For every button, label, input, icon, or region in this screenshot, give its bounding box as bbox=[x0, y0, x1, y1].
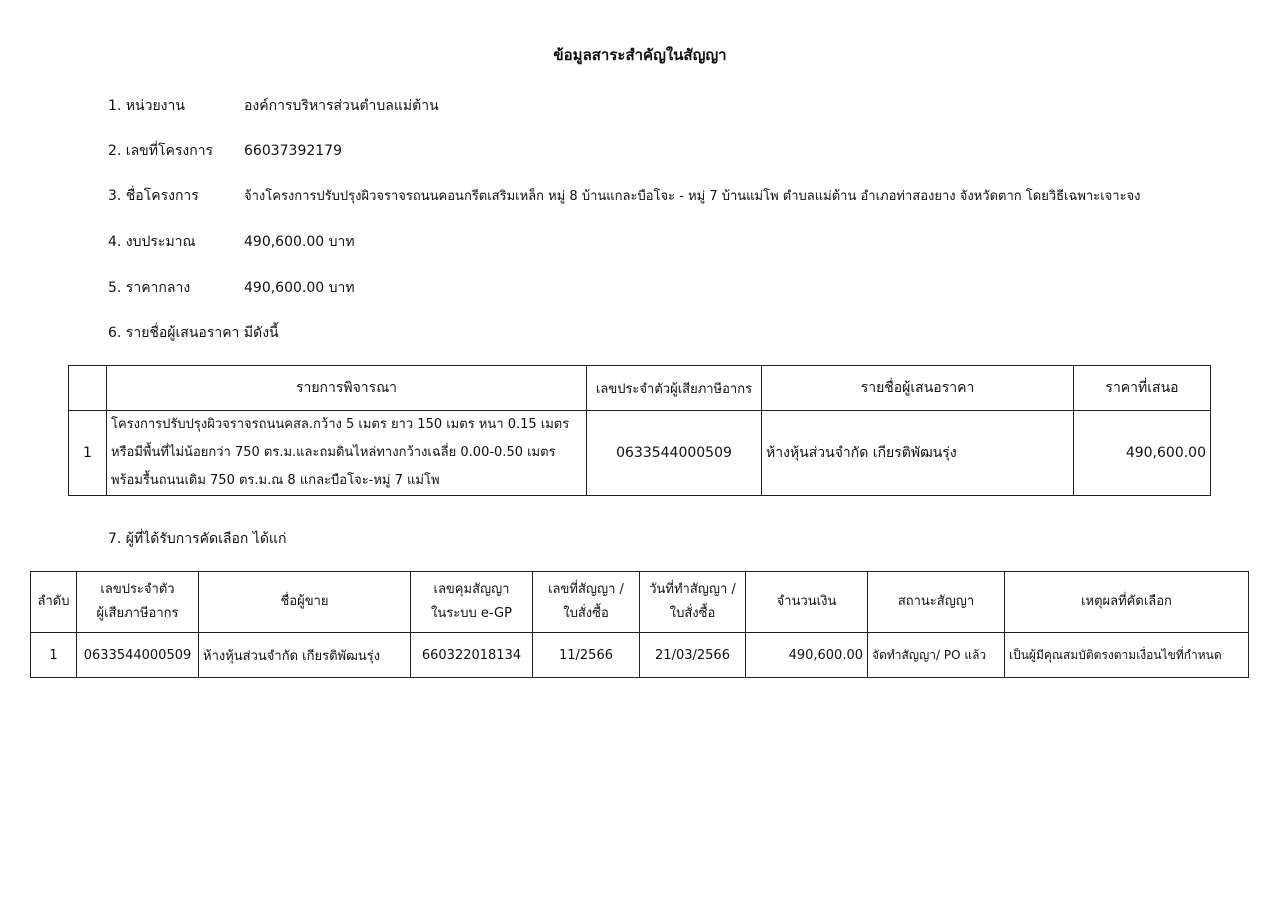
bidder-name: ห้างหุ้นส่วนจำกัด เกียรติพัฒนรุ่ง bbox=[762, 411, 1074, 496]
field-median-price-value: 490,600.00 บาท bbox=[244, 280, 355, 296]
field-agency-value: องค์การบริหารส่วนตำบลแม่ต้าน bbox=[244, 98, 439, 114]
field-project-number-value: 66037392179 bbox=[244, 143, 342, 159]
bidders-table bbox=[68, 365, 1211, 496]
winners-header-contract-date bbox=[640, 572, 746, 633]
winner-tax-id: 0633544000509 bbox=[77, 633, 199, 678]
bidder-price: 490,600.00 bbox=[1074, 411, 1211, 496]
winner-contract-date: 21/03/2566 bbox=[640, 633, 746, 678]
bidders-header-item: รายการพิจารณา bbox=[107, 366, 587, 411]
field-agency-label: 1. หน่วยงาน bbox=[108, 98, 185, 114]
winner-no: 1 bbox=[31, 633, 77, 678]
bidders-header-price: ราคาที่เสนอ bbox=[1074, 366, 1211, 411]
bidders-header-bidder: รายชื่อผู้เสนอราคา bbox=[762, 366, 1074, 411]
winners-header-tax-id-line1: เลขประจำตัว bbox=[100, 582, 175, 597]
field-project-name-value: จ้างโครงการปรับปรุงผิวจราจรถนนคอนกรีตเสริมเหล็ก หมู่ 8 บ้านแกละบือโจะ - หมู่ 7 บ้านแม่โพ ตำบลแม่ต้าน อำเภอท่าสองยาง จังหวัดตาก โดยวิธีเฉพาะเจาะจง bbox=[244, 189, 1141, 204]
winner-contract-no: 11/2566 bbox=[533, 633, 640, 678]
winner-seller: ห้างหุ้นส่วนจำกัด เกียรติพัฒนรุ่ง bbox=[199, 633, 411, 678]
bidders-header-no bbox=[69, 366, 107, 411]
bidder-item bbox=[107, 411, 587, 496]
winners-header-reason bbox=[1005, 572, 1249, 633]
bidders-heading: 6. รายชื่อผู้เสนอราคา มีดังนี้ bbox=[108, 325, 279, 341]
table-row bbox=[31, 633, 1249, 678]
winner-amount: 490,600.00 bbox=[746, 633, 868, 678]
field-budget bbox=[108, 231, 355, 253]
winners-header-reason-label: เหตุผลที่คัดเลือก bbox=[1081, 594, 1172, 609]
table-row bbox=[69, 411, 1211, 496]
winners-header-tax-id-line2: ผู้เสียภาษีอากร bbox=[96, 606, 179, 621]
winner-status: จัดทำสัญญา/ PO แล้ว bbox=[868, 633, 1005, 678]
winners-header-seller bbox=[199, 572, 411, 633]
field-project-number bbox=[108, 140, 342, 162]
field-project-number-label: 2. เลขที่โครงการ bbox=[108, 143, 214, 159]
winners-header-contract-date-line1: วันที่ทำสัญญา / bbox=[649, 582, 736, 597]
winners-header-seller-label: ชื่อผู้ขาย bbox=[280, 594, 329, 609]
winners-header-contract-no-line1: เลขที่สัญญา / bbox=[548, 582, 624, 597]
winners-header-amount bbox=[746, 572, 868, 633]
winners-header-contract-date-line2: ใบสั่งซื้อ bbox=[669, 606, 716, 621]
winners-header-status bbox=[868, 572, 1005, 633]
field-budget-label: 4. งบประมาณ bbox=[108, 234, 196, 250]
winners-table bbox=[30, 571, 1249, 678]
winners-header-row bbox=[31, 572, 1249, 633]
field-project-name bbox=[108, 185, 1141, 207]
winners-header-contract-no bbox=[533, 572, 640, 633]
bidder-item-line: โครงการปรับปรุงผิวจราจรถนนคสล.กว้าง 5 เมตร ยาว 150 เมตร หนา 0.15 เมตร bbox=[111, 417, 570, 432]
winners-header-no bbox=[31, 572, 77, 633]
winners-header-egp-line1: เลขคุมสัญญา bbox=[433, 582, 510, 597]
winners-header-status-label: สถานะสัญญา bbox=[897, 594, 975, 609]
winners-header-egp bbox=[411, 572, 533, 633]
bidder-item-line: พร้อมรื้นถนนเดิม 750 ตร.ม.ณ 8 แกละบือโจะ-หมู่ 7 แม่โพ bbox=[111, 473, 440, 488]
winners-header-tax-id bbox=[77, 572, 199, 633]
bidder-tax-id: 0633544000509 bbox=[587, 411, 762, 496]
field-median-price-label: 5. ราคากลาง bbox=[108, 280, 191, 296]
bidders-header-tax-id: เลขประจำตัวผู้เสียภาษีอากร bbox=[587, 366, 762, 411]
winner-reason: เป็นผู้มีคุณสมบัติตรงตามเงื่อนไขที่กำหนด bbox=[1005, 633, 1249, 678]
winner-egp-no: 660322018134 bbox=[411, 633, 533, 678]
field-budget-value: 490,600.00 บาท bbox=[244, 234, 355, 250]
winners-header-egp-line2: ในระบบ e-GP bbox=[431, 606, 512, 621]
bidders-header-row bbox=[69, 366, 1211, 411]
field-median-price bbox=[108, 277, 355, 299]
winners-header-contract-no-line2: ใบสั่งซื้อ bbox=[563, 606, 609, 621]
bidder-no: 1 bbox=[69, 411, 107, 496]
document-title: ข้อมูลสาระสำคัญในสัญญา bbox=[553, 46, 727, 64]
field-agency bbox=[108, 95, 439, 117]
bidder-item-line: หรือมีพื้นที่ไม่น้อยกว่า 750 ตร.ม.และถมดินไหล่ทางกว้างเฉลี่ย 0.00-0.50 เมตร bbox=[111, 445, 556, 460]
field-project-name-label: 3. ชื่อโครงการ bbox=[108, 188, 199, 204]
winners-header-no-label: ลำดับ bbox=[37, 594, 70, 609]
winners-header-amount-label: จำนวนเงิน bbox=[776, 594, 837, 609]
winners-heading: 7. ผู้ที่ได้รับการคัดเลือก ได้แก่ bbox=[108, 531, 287, 547]
